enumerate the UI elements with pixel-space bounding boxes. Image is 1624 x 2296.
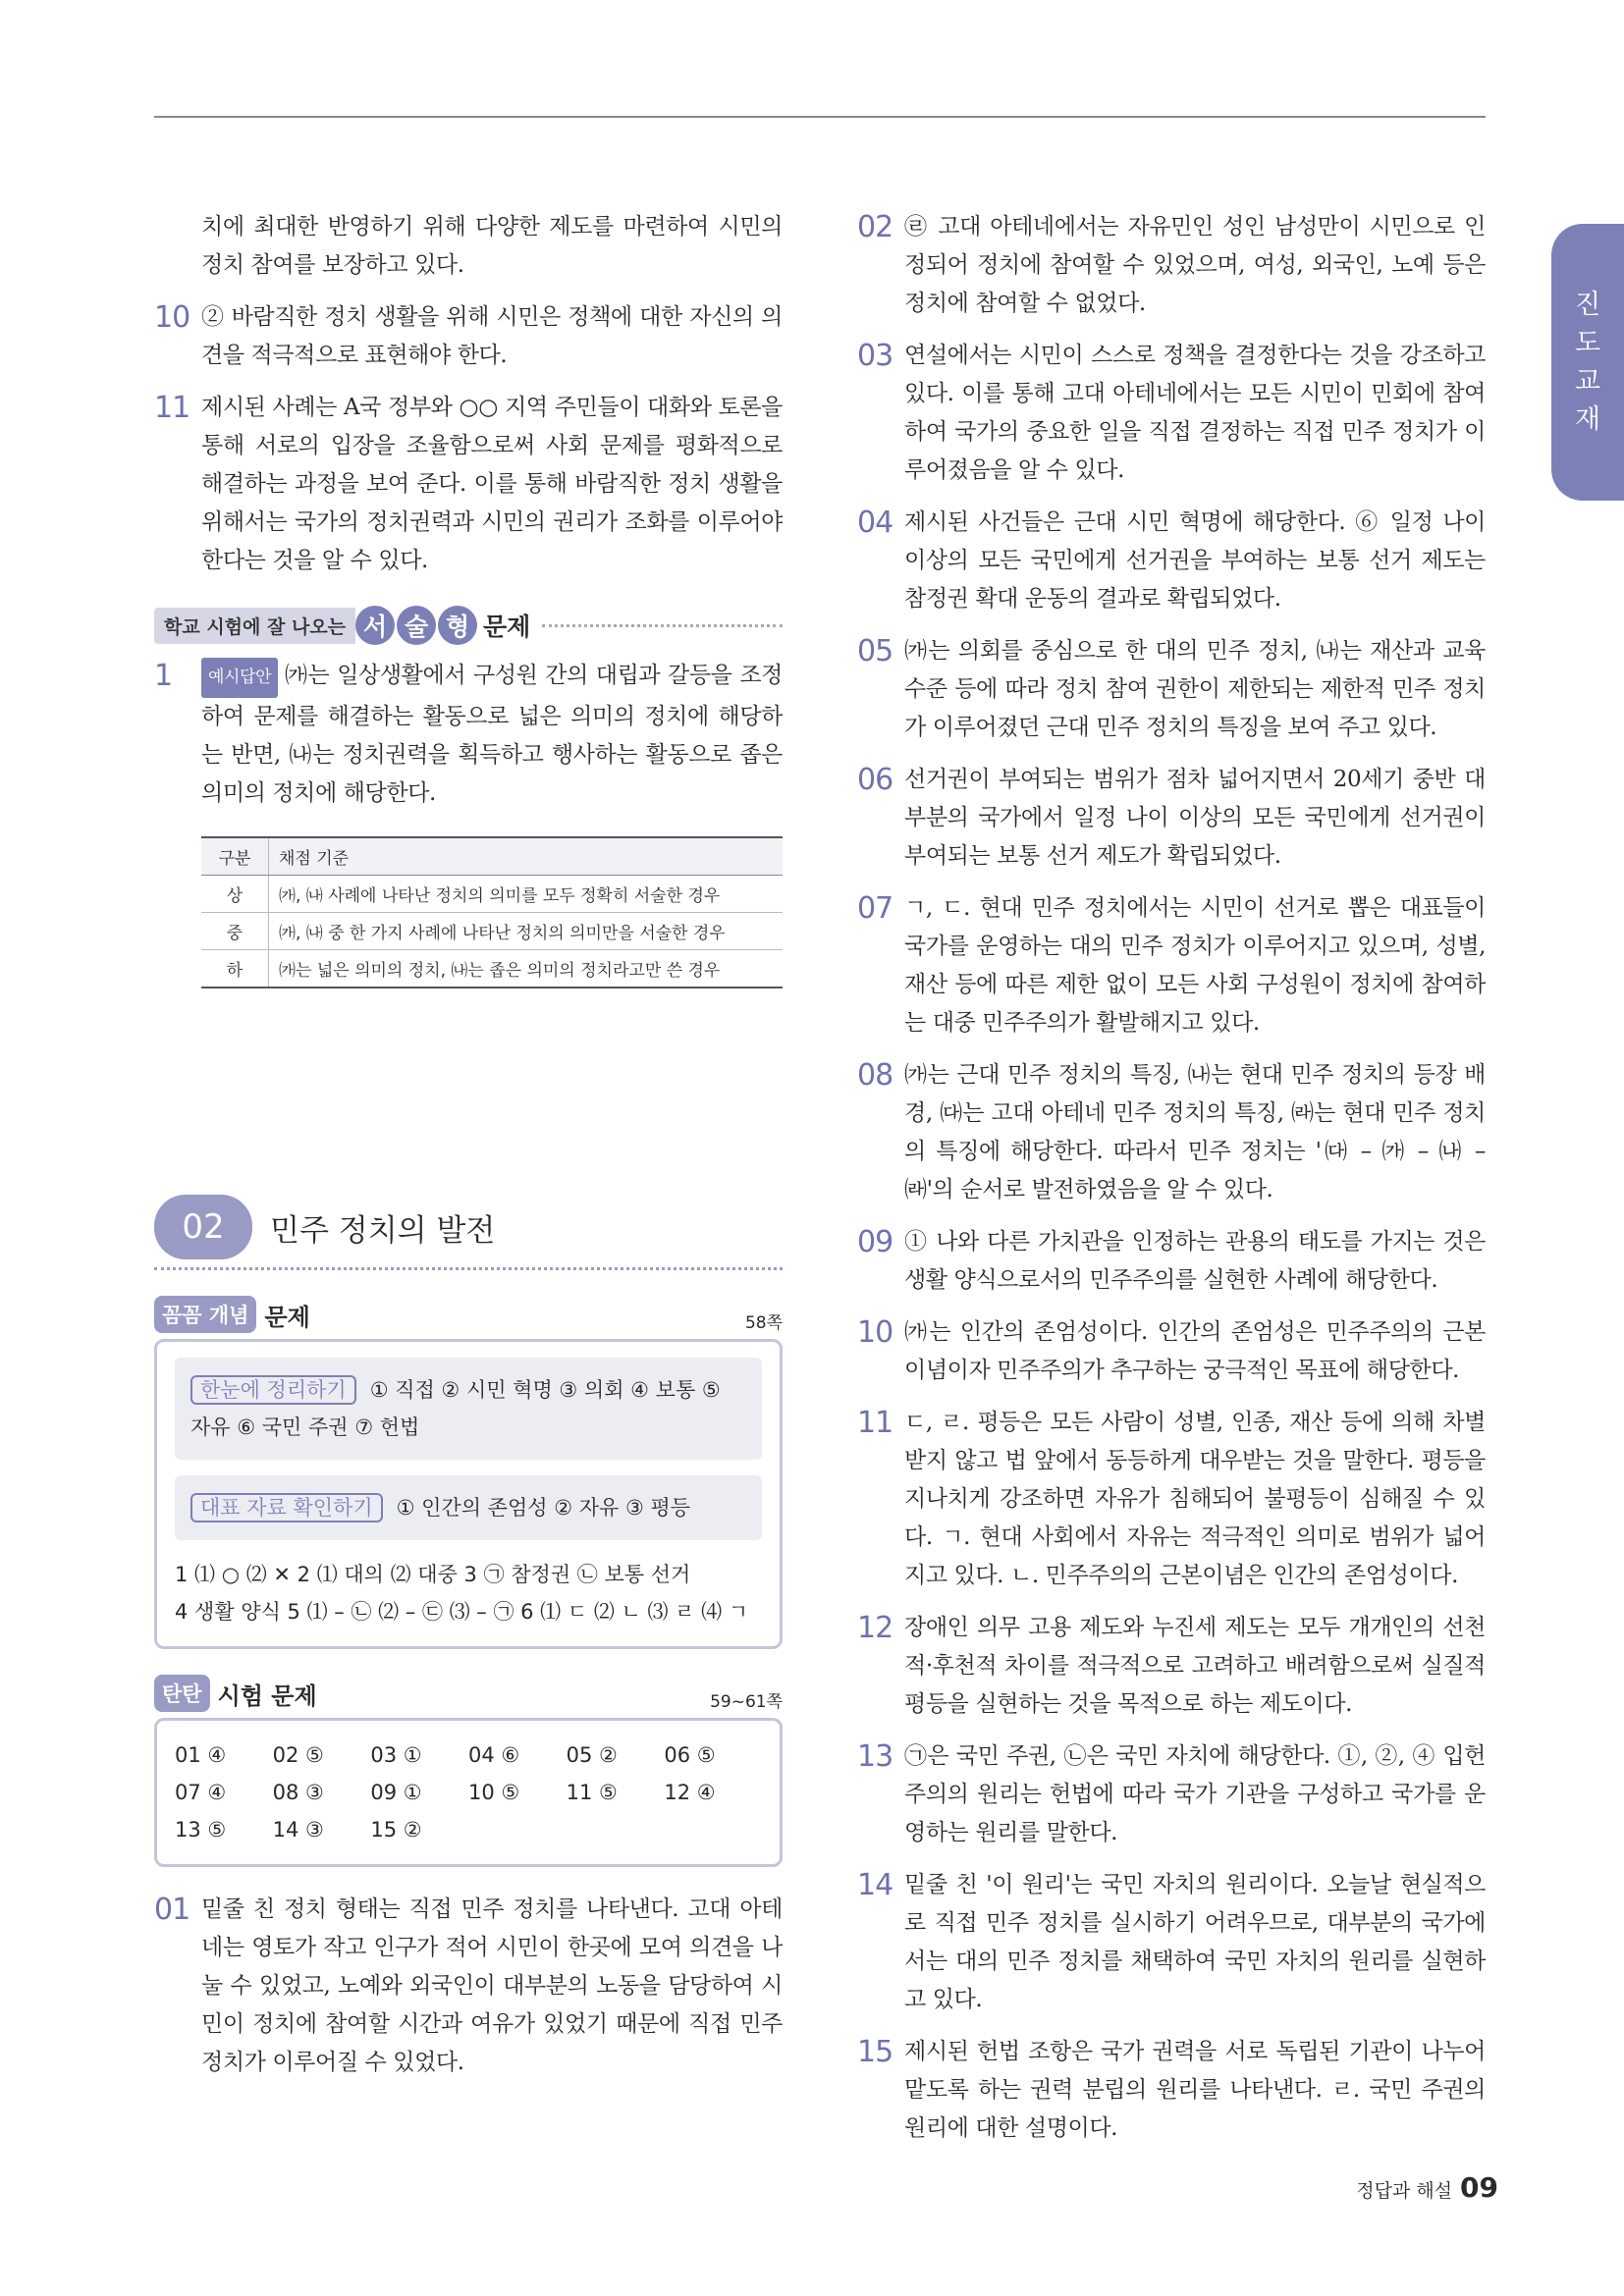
exam-answer: 13 ⑤ xyxy=(175,1818,227,1842)
exam-answer: 08 ③ xyxy=(272,1781,324,1804)
unit-title: 민주 정치의 발전 xyxy=(270,1212,496,1249)
page-reference: 59~61쪽 xyxy=(710,1692,783,1712)
data-panel xyxy=(175,1475,762,1540)
grade-criterion: ㈎, ㈏ 중 한 가지 사례에 나타난 정치의 의미만을 서술한 경우 xyxy=(269,913,784,950)
title-circle: 서 xyxy=(355,606,395,645)
side-tab-char: 재 xyxy=(1574,404,1601,435)
essay-section-tail: 문제 xyxy=(483,613,531,641)
exam-answer: 05 ② xyxy=(566,1743,618,1767)
concept-tail: 문제 xyxy=(264,1303,310,1331)
concept-box-header xyxy=(154,1296,783,1333)
exam-answer: 07 ④ xyxy=(175,1781,227,1804)
table-header: 채점 기준 xyxy=(269,837,784,876)
answer-text: ㄷ, ㄹ. 평등은 모든 사람이 성별, 인종, 재산 등에 의해 차별받지 않고 법 앞에서 동등하게 대우받는 것을 말한다. 평등을 지나치게 강조하면 자유가 침해되어 불평등이 심해질 수 있다. ㄱ. 현대 사회에서 자유는 적극적인 의미로 범위가 넓어지고 있다. ㄴ. 민주주의의 근본이념은 인간의 존엄성이다. xyxy=(904,1410,1486,1588)
dotted-divider xyxy=(542,624,783,627)
exam-answer: 12 ④ xyxy=(664,1781,716,1804)
page-number: 09 xyxy=(1460,2171,1498,2204)
answer-text: 제시된 사건들은 근대 시민 혁명에 해당한다. ⑥ 일정 나이 이상의 모든 국민에게 선거권을 부여하는 보통 선거 제도는 참정권 확대 운동의 결과로 확립되었다. xyxy=(904,509,1486,612)
exam-box-header xyxy=(154,1675,783,1712)
answer-item xyxy=(857,504,1486,618)
answer-item xyxy=(857,761,1486,876)
concept-box xyxy=(154,1339,783,1649)
answer-text: ㉣ 고대 아테네에서는 자유민인 성인 남성만이 시민으로 인정되어 정치에 참여할 수 있었으며, 여성, 외국인, 노예 등은 정치에 참여할 수 없었다. xyxy=(904,214,1486,316)
answer-number: 15 xyxy=(857,2035,893,2069)
exam-answer: 02 ⑤ xyxy=(272,1743,324,1767)
title-circle: 형 xyxy=(438,606,477,645)
table-row xyxy=(201,876,783,913)
grade-criterion: ㈎는 넓은 의미의 정치, ㈏는 좁은 의미의 정치라고만 쓴 경우 xyxy=(269,950,784,988)
answer-item xyxy=(857,1609,1486,1724)
answer-number: 02 xyxy=(857,210,893,244)
unit-header xyxy=(154,1195,783,1259)
answer-item xyxy=(154,1891,783,2082)
exam-answer-grid xyxy=(175,1736,762,1848)
answer-number: 05 xyxy=(857,634,893,668)
answer-item xyxy=(857,208,1486,323)
exam-answer: 14 ③ xyxy=(272,1818,324,1842)
answer-text: 연설에서는 시민이 스스로 정책을 결정한다는 것을 강조하고 있다. 이를 통해 고대 아테네에서는 모든 시민이 민회에 참여하여 국가의 중요한 일을 직접 결정하는 직접 민주 정치가 이루어졌음을 알 수 있다. xyxy=(904,343,1486,483)
answer-text: 치에 최대한 반영하기 위해 다양한 제도를 마련하여 시민의 정치 참여를 보장하고 있다. xyxy=(201,214,783,278)
answer-text: ㉠은 국민 주권, ㉡은 국민 자치에 해당한다. ①, ②, ④ 입헌주의의 원리는 헌법에 따라 국가 기관을 구성하고 국가를 운영하는 원리를 말한다. xyxy=(904,1743,1486,1845)
table-row xyxy=(201,950,783,988)
concept-answers-line: 4 생활 양식 5 ⑴ – ㉡ ⑵ – ㉢ ⑶ – ㉠ 6 ⑴ ㄷ ⑵ ㄴ ⑶ ㄹ ⑷ ㄱ xyxy=(175,1600,749,1624)
answer-text: ㈎는 의회를 중심으로 한 대의 민주 정치, ㈏는 재산과 교육 수준 등에 따라 정치 참여 권한이 제한되는 제한적 민주 정치가 이루어졌던 근대 민주 정치의 특징을 보여 주고 있다. xyxy=(904,638,1486,740)
essay-section-header xyxy=(154,606,783,645)
answer-item xyxy=(857,1056,1486,1209)
summary-panel xyxy=(175,1358,762,1460)
answer-text: 장애인 의무 고용 제도와 누진세 제도는 모두 개개인의 선천적·후천적 차이를 적극적으로 고려하고 배려함으로써 실질적 평등을 실현하는 것을 목적으로 하는 제도이다. xyxy=(904,1615,1486,1717)
footer-label: 정답과 해설 xyxy=(1356,2180,1453,2202)
grade-level: 중 xyxy=(201,913,269,950)
page-reference: 58쪽 xyxy=(744,1313,783,1333)
answer-number: 1 xyxy=(154,659,173,693)
answer-number: 04 xyxy=(857,506,893,540)
answer-number: 09 xyxy=(857,1225,893,1259)
side-tab-char: 진 xyxy=(1574,290,1601,320)
top-rule xyxy=(154,116,1486,118)
essay-section-label: 학교 시험에 잘 나오는 xyxy=(154,608,355,644)
table-row xyxy=(201,913,783,950)
answer-number: 14 xyxy=(857,1868,893,1902)
answer-item xyxy=(857,2033,1486,2148)
answer-item xyxy=(857,337,1486,490)
exam-tag: 탄탄 xyxy=(154,1675,210,1712)
essay-answer xyxy=(154,657,783,813)
answer-text: 제시된 사례는 A국 정부와 ○○ 지역 주민들이 대화와 토론을 통해 서로의 입장을 조율함으로써 사회 문제를 평화적으로 해결하는 과정을 보여 준다. 이를 통해 바람직한 정치 생활을 위해서는 국가의 정치권력과 시민의 권리가 조화를 이루어야 한다는 것을 알 수 있다. xyxy=(201,395,783,573)
page-footer xyxy=(1356,2171,1498,2204)
concept-tag: 꼼꼼 개념 xyxy=(154,1296,256,1333)
answer-continuation xyxy=(154,208,783,285)
exam-answer: 04 ⑥ xyxy=(467,1743,520,1767)
answer-number: 08 xyxy=(857,1058,893,1093)
grade-criterion: ㈎, ㈏ 사례에 나타난 정치의 의미를 모두 정확히 서술한 경우 xyxy=(269,876,784,913)
answer-number: 11 xyxy=(154,391,190,425)
summary-answers: ① 직접 ② 시민 혁명 ③ 의회 ④ 보통 ⑤ 자유 ⑥ 국민 주권 ⑦ 헌법 xyxy=(190,1378,721,1439)
answer-text: ㄱ, ㄷ. 현대 민주 정치에서는 시민이 선거로 뽑은 대표들이 국가를 운영하는 대의 민주 정치가 이루어지고 있으며, 성별, 재산 등에 따른 제한 없이 모든 사회 구성원이 정치에 참여하는 대중 민주주의가 활발해지고 있다. xyxy=(904,895,1486,1036)
answer-text: 밑줄 친 '이 원리'는 국민 자치의 원리이다. 오늘날 현실적으로 직접 민주 정치를 실시하기 어려우므로, 대부분의 국가에서는 대의 민주 정치를 채택하여 국민 자치의 원리를 실현하고 있다. xyxy=(904,1872,1486,2012)
exam-answer: 15 ② xyxy=(370,1818,422,1842)
answer-text: ㈎는 근대 민주 정치의 특징, ㈏는 현대 민주 정치의 등장 배경, ㈐는 고대 아테네 민주 정치의 특징, ㈑는 현대 민주 정치의 특징에 해당한다. 따라서 민주 정치는 '㈐ – ㈎ – ㈏ – ㈑'의 순서로 발전하였음을 알 수 있다. xyxy=(904,1062,1486,1202)
right-column xyxy=(857,208,1486,2162)
answer-item xyxy=(857,1866,1486,2019)
answer-number: 01 xyxy=(154,1893,190,1927)
answer-text: 제시된 헌법 조항은 국가 권력을 서로 독립된 기관이 나누어 맡도록 하는 권력 분립의 원리를 나타낸다. ㄹ. 국민 주권의 원리에 대한 설명이다. xyxy=(904,2039,1486,2141)
sample-answer-badge: 예시답안 xyxy=(201,658,278,698)
answer-item xyxy=(857,1737,1486,1852)
exam-answer: 03 ① xyxy=(370,1743,422,1767)
exam-box xyxy=(154,1718,783,1867)
grading-table xyxy=(201,836,783,988)
side-tab-char: 교 xyxy=(1574,366,1601,397)
answer-number: 10 xyxy=(154,300,190,335)
grade-level: 하 xyxy=(201,950,269,988)
answer-number: 07 xyxy=(857,891,893,926)
essay-section-title xyxy=(355,606,477,645)
answer-number: 10 xyxy=(857,1315,893,1350)
data-label: 대표 자료 확인하기 xyxy=(190,1493,383,1522)
exam-answer: 10 ⑤ xyxy=(467,1781,520,1804)
answer-text: 밑줄 친 정치 형태는 직접 민주 정치를 나타낸다. 고대 아테네는 영토가 작고 인구가 적어 시민이 한곳에 모여 의견을 나눌 수 있었고, 노예와 외국인이 대부분의 노동을 담당하여 시민이 정치에 참여할 시간과 여유가 있었기 때문에 직접 민주 정치가 이루어질 수 있었다. xyxy=(201,1896,783,2075)
table-header: 구분 xyxy=(201,837,269,876)
exam-answer: 11 ⑤ xyxy=(566,1781,618,1804)
answer-text: ㈎는 인간의 존엄성이다. 인간의 존엄성은 민주주의의 근본이념이자 민주주의가 추구하는 궁극적인 목표에 해당한다. xyxy=(904,1319,1486,1383)
answer-text: ② 바람직한 정치 생활을 위해 시민은 정책에 대한 자신의 의견을 적극적으로 표현해야 한다. xyxy=(201,304,783,368)
exam-answer: 09 ① xyxy=(370,1781,422,1804)
side-tab-char: 도 xyxy=(1574,328,1601,358)
left-column xyxy=(154,208,783,2096)
answer-item xyxy=(857,1404,1486,1595)
answer-number: 03 xyxy=(857,339,893,373)
answer-item xyxy=(857,1313,1486,1390)
title-circle: 술 xyxy=(397,606,436,645)
dotted-divider xyxy=(154,1267,783,1270)
exam-answer: 01 ④ xyxy=(175,1743,227,1767)
answer-item xyxy=(154,298,783,375)
answer-item xyxy=(857,1223,1486,1300)
summary-label: 한눈에 정리하기 xyxy=(190,1375,356,1405)
answer-text: 선거권이 부여되는 범위가 점차 넓어지면서 20세기 중반 대부분의 국가에서 일정 나이 이상의 모든 국민에게 선거권이 부여되는 보통 선거 제도가 확립되었다. xyxy=(904,767,1486,869)
side-tab-label xyxy=(1551,224,1624,501)
answer-number: 11 xyxy=(857,1406,893,1440)
grade-level: 상 xyxy=(201,876,269,913)
answer-number: 13 xyxy=(857,1739,893,1774)
exam-tail: 시험 문제 xyxy=(217,1682,317,1710)
answer-item xyxy=(154,389,783,580)
answer-item xyxy=(857,632,1486,747)
concept-answers-line: 1 ⑴ ○ ⑵ ✕ 2 ⑴ 대의 ⑵ 대중 3 ㉠ 참정권 ㉡ 보통 선거 xyxy=(175,1563,691,1586)
answer-number: 12 xyxy=(857,1611,893,1645)
data-answers: ① 인간의 존엄성 ② 자유 ③ 평등 xyxy=(396,1496,691,1520)
unit-number: 02 xyxy=(154,1195,252,1259)
answer-text: ㈎는 일상생활에서 구성원 간의 대립과 갈등을 조정하여 문제를 해결하는 활동으로 넓은 의미의 정치에 해당하는 반면, ㈏는 정치권력을 획득하고 행사하는 활동으로 좁은 의미의 정치에 해당한다. xyxy=(201,663,783,806)
answer-item xyxy=(857,889,1486,1042)
exam-answer: 06 ⑤ xyxy=(664,1743,716,1767)
answer-number: 06 xyxy=(857,763,893,797)
answer-text: ① 나와 다른 가치관을 인정하는 관용의 태도를 가지는 것은 생활 양식으로서의 민주주의를 실현한 사례에 해당한다. xyxy=(904,1229,1486,1293)
